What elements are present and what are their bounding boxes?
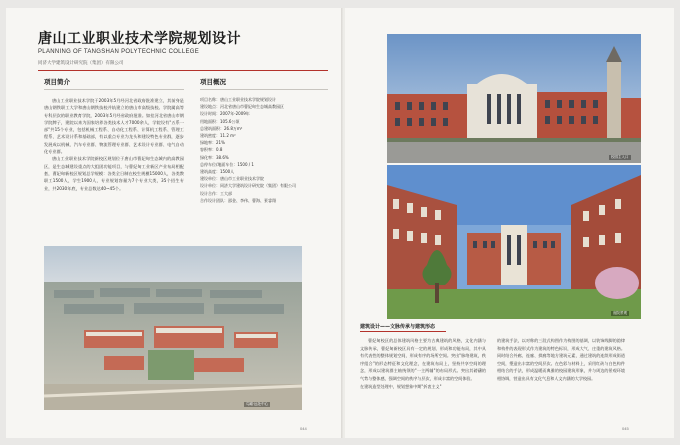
campus-entrance-photo [387, 34, 641, 163]
overview-row: 建设单位：唐山市工业职业技术学院 [200, 176, 264, 182]
design-heading: 建筑设计——文脉传承与建筑形态 [360, 324, 436, 330]
intro-rule [44, 89, 184, 90]
design-credit: 同济大学建筑设计研究院（集团）有限公司 [38, 61, 124, 66]
article-title: 唐山工业职业技术学院规划设计 [38, 31, 241, 47]
courtyard-caption: 庭院景观 [613, 311, 627, 315]
aerial-photo [44, 246, 302, 410]
overview-row: 总停车位/地面车位：1500 / 1 [200, 161, 254, 167]
overview-row: 用地面积：105.6公顷 [200, 118, 240, 124]
overview-row: 容积率：0.8 [200, 147, 223, 153]
aerial-caption: 鸟瞰·远处中心 [246, 402, 269, 406]
design-paragraph-2: 在建筑造型处理中，规划想象中期"折衷主义" [360, 383, 442, 389]
overview-row: 项目名称：唐山工业职业技术学院规划设计 [200, 97, 276, 102]
page-number-left: 044 [300, 426, 307, 431]
design-paragraph-3: 的建筑手法，以对称的三段式构图作为构图的基调，以装饰线脚的韵律和构件的表现形式作为建筑的特色标识，形成大气、庄重的建筑风格。同时结合外廊、连廊、拱廊等地方建筑元素，通过建筑的连续形成街道空间，塑造出丰富的空间层次。在色彩与材料上，采用红砖与白色构件相结合的手法，形成温暖而典雅的校园建筑形象，并与周边的景观环境相协调，营造出具有文化气息和人文内涵的大学校园。 [497, 338, 625, 381]
overview-row: 绿地率：21% [200, 140, 225, 146]
overview-heading: 项目概况 [200, 78, 226, 86]
intro-heading: 项目简介 [44, 78, 70, 86]
overview-row: 总建筑面积：26.8万m² [200, 125, 243, 131]
aerial-illustration [44, 246, 302, 410]
design-column-1 [360, 337, 486, 390]
overview-row: 建筑高度：1500人 [200, 169, 235, 175]
overview-row: 设计时间：2007年-2009年 [200, 111, 250, 117]
project-overview-list [200, 96, 328, 204]
entrance-illustration [387, 34, 641, 163]
design-paragraph-1: 曹妃甸校区的总体建筑风格主要为古典建筑的风格，文化内涵与文脉传承，曹妃甸新校区具有一定的规划、形成和功能布局，其中具有代表性的整体规划空间，形成有序的场所空间。突出"脉络建筑，秩序组合"的形态特征和文化理念，在建筑布局上，坚持共享空间的理念，形成以建筑群主轴统领的"一主两辅"的布局形式。突出其磅礴的气势与整体感，强调空间的秩序与层次，形成丰富的空间体验。 [360, 338, 486, 381]
intro-paragraph: 唐山工业职业技术学院于2003年5月经河北省政府批准建立，其前身是唐山钢铁职工大学和唐山钢铁技校并轨建立的唐山市高级技校。学院属高等专科层次的职业教育学院，2003年5月经省政府批准。如挂河北省唐山市钢学院牌子，建院以来为国家培养各类技术人才7000余人，学院设有"五系一部"共15个专业，包括机械工程系、自动化工程系、计算机工程系、管理工程系、艺术设计系和基础部，有以重点专业为龙头和建设特色专业群，逐步发展成以机械、汽车专业群、物流管理专业群、艺术设计专业群、电气自动化专业群。 [44, 98, 184, 155]
entrance-caption: 校园主入口 [611, 155, 629, 159]
overview-row: 合作设计团队：邵金、李伟、曹海、景睿翔 [200, 197, 276, 203]
intro-paragraph: 唐山工业职业技术学院新校区规划位于唐山市曹妃甸生态城内的高教园区，是生态城建设重点的大组团功能项目，与曹妃甸工业新区产业布局相配套，曹妃甸新校区规划总学规模：各类全日制在校生规模15000人，各类教职工1500人，学生1900人，专业规划容量为7个专业大类，35个招生专业，共2030年底，专业总数达40~45个。 [44, 156, 184, 191]
page-number-right: 045 [622, 426, 629, 431]
design-column-2 [497, 337, 625, 383]
overview-rule [200, 89, 328, 90]
courtyard-photo [387, 165, 641, 319]
intro-body [44, 97, 184, 192]
title-rule [38, 70, 328, 71]
overview-row: 设计合作：工大部 [200, 190, 232, 196]
courtyard-illustration [387, 165, 641, 319]
overview-row: 设计单位：同济大学建筑设计研究院（集团）有限公司 [200, 183, 296, 189]
overview-row: 建设地点：河北省唐山市曹妃甸生态城高教园区 [200, 104, 284, 110]
overview-row: 绿化率：38.6% [200, 154, 229, 160]
overview-row: 建筑密度：11.2 m² [200, 133, 236, 139]
design-rule [360, 331, 446, 332]
article-title-english: PLANNING OF TANGSHAN POLYTECHNIC COLLEGE [38, 49, 200, 55]
